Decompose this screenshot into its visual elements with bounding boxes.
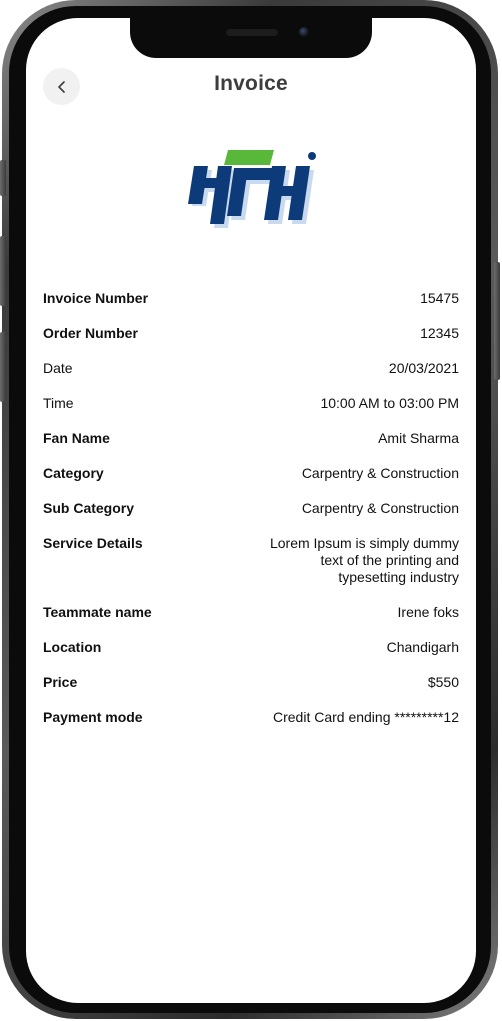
- row-value: Amit Sharma: [378, 430, 459, 446]
- invoice-row-sub-category: [43, 500, 459, 517]
- invoice-row-price: [43, 674, 459, 691]
- speaker-grille: [226, 29, 278, 36]
- mute-switch: [0, 160, 6, 196]
- row-value: 15475: [420, 290, 459, 306]
- invoice-row-fan-name: [43, 430, 459, 447]
- row-label: Payment mode: [43, 709, 143, 725]
- row-label: Date: [43, 360, 73, 376]
- notch: [130, 18, 372, 58]
- row-label: Sub Category: [43, 500, 135, 516]
- invoice-row-location: [43, 639, 459, 656]
- invoice-row-order-number: [43, 325, 459, 342]
- invoice-details: [43, 290, 459, 744]
- invoice-row-teammate-name: [43, 604, 459, 621]
- app-screen: [26, 18, 476, 1003]
- row-value: 12345: [420, 325, 459, 341]
- row-value: Irene foks: [397, 604, 459, 620]
- row-label: Service Details: [43, 535, 143, 551]
- front-camera-icon: [299, 27, 309, 37]
- row-value: Chandigarh: [386, 639, 459, 655]
- hth-logo: [184, 146, 320, 241]
- page-title: Invoice: [214, 72, 288, 95]
- row-value: Carpentry & Construction: [301, 500, 459, 516]
- volume-up-button: [0, 236, 6, 306]
- invoice-row-time: [43, 395, 459, 412]
- row-label: Teammate name: [43, 604, 152, 620]
- invoice-row-category: [43, 465, 459, 482]
- row-value: Credit Card ending *********12: [272, 709, 459, 725]
- volume-down-button: [0, 332, 6, 402]
- row-value: Lorem Ipsum is simply dummy text of the printing and typesetting industry: [269, 535, 459, 585]
- row-value: 10:00 AM to 03:00 PM: [320, 395, 459, 411]
- row-value: Carpentry & Construction: [301, 465, 459, 481]
- row-label: Order Number: [43, 325, 138, 341]
- row-label: Invoice Number: [43, 290, 149, 306]
- row-label: Location: [43, 639, 102, 655]
- invoice-row-payment-mode: [43, 709, 459, 726]
- row-label: Fan Name: [43, 430, 110, 446]
- row-value: 20/03/2021: [388, 360, 459, 376]
- row-value: $550: [427, 674, 459, 690]
- row-label: Price: [43, 674, 78, 690]
- invoice-row-service-details: [43, 535, 459, 586]
- invoice-row-invoice-number: [43, 290, 459, 307]
- invoice-row-date: [43, 360, 459, 377]
- row-label: Time: [43, 395, 74, 411]
- row-label: Category: [43, 465, 104, 481]
- power-button: [494, 262, 500, 380]
